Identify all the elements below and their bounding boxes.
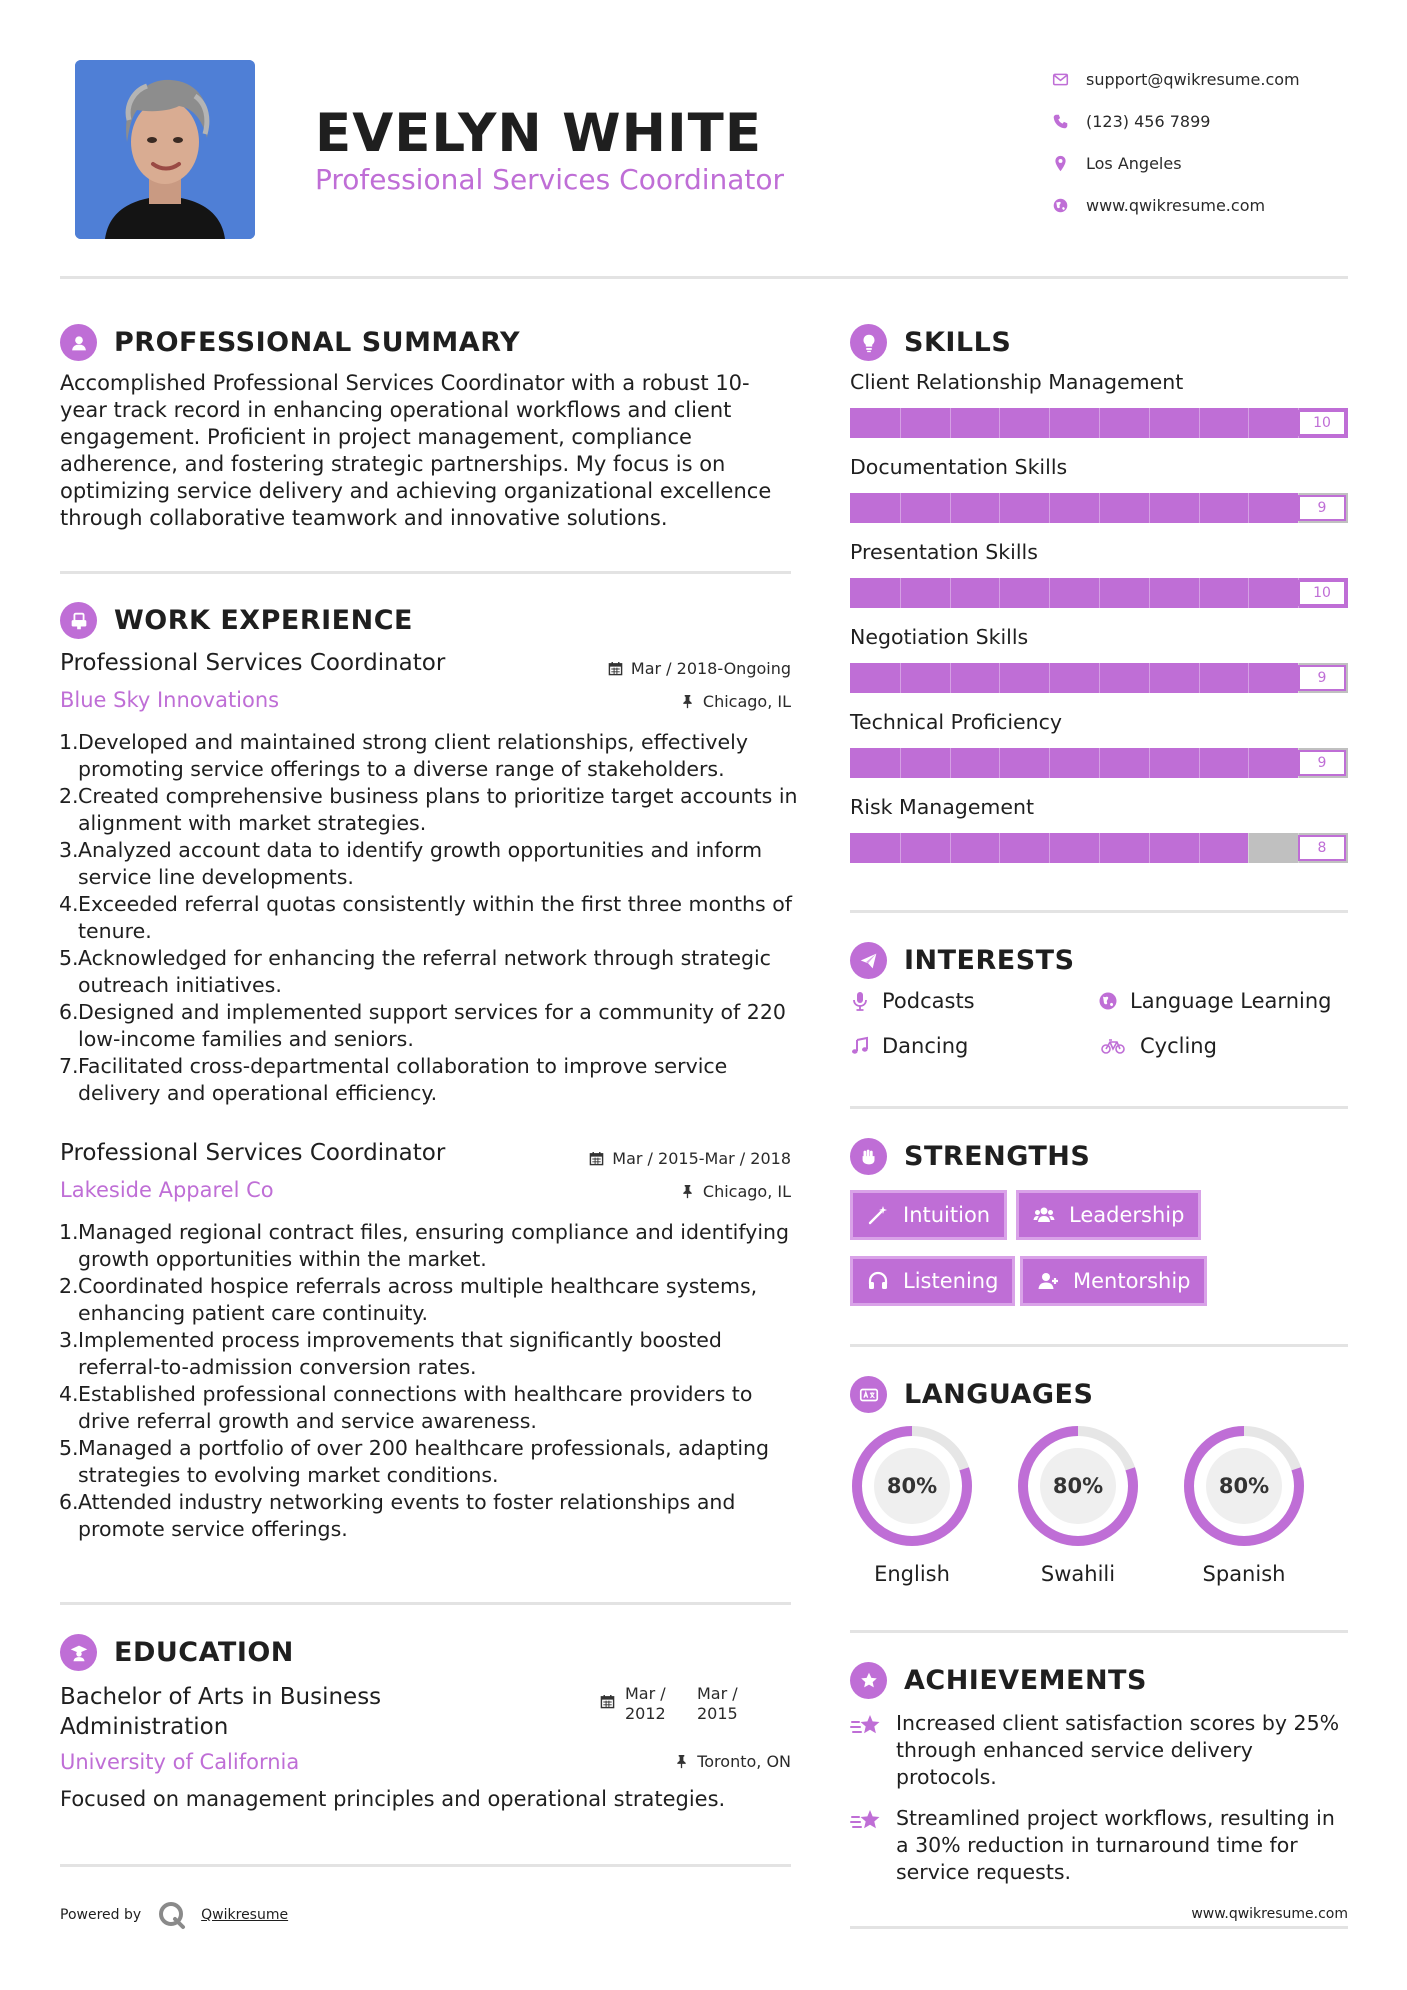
- list-item: 1. Managed regional contract files, ensuring compliance and identifying growth opportunities within the market.: [59, 1220, 790, 1271]
- interest-label: Podcasts: [882, 989, 975, 1013]
- skill-bar-segment: [1199, 748, 1200, 778]
- languages-title: LANGUAGES: [904, 1379, 1094, 1410]
- skill-bar-segment: [999, 663, 1000, 693]
- lightbulb-icon: [850, 324, 887, 361]
- pushpin-icon: [680, 1184, 695, 1199]
- education-dates: [600, 1684, 747, 1724]
- users-icon: [1033, 1204, 1055, 1226]
- skill-bar-segment: [950, 493, 951, 523]
- summary-text: Accomplished Professional Services Coordinator with a robust 10-year track record in enhancing operational workflows and client engagement. Proficient in project management, compliance adherence, and fostering strategic partnerships. My focus is on optimizing service delivery and achieving organizational excellence through collaborative teamwork and innovative solutions.: [60, 371, 772, 530]
- contact-location: [1052, 142, 1372, 184]
- skill-bar-segment: [1049, 663, 1050, 693]
- footer-powered-by: [60, 1900, 288, 1930]
- phone-icon: [1052, 113, 1086, 130]
- job-1-location: [680, 692, 791, 711]
- graduate-icon: [60, 1634, 97, 1671]
- candidate-role: Professional Services Coordinator: [315, 163, 785, 196]
- skill-bar-fill: [850, 663, 1298, 693]
- skill-bar: [850, 833, 1348, 863]
- contact-phone[interactable]: [1052, 100, 1372, 142]
- list-item: 5. Acknowledged for enhancing the referral network through strategic outreach initiatives.: [59, 946, 771, 997]
- list-item: 6. Designed and implemented support services for a community of 220 low-income families and seniors.: [59, 1000, 786, 1051]
- strength-label: Leadership: [1069, 1203, 1185, 1227]
- interests-title: INTERESTS: [904, 945, 1075, 976]
- candidate-name: EVELYN WHITE: [315, 103, 763, 164]
- skill-level-badge: 10: [1298, 580, 1346, 606]
- skill-bar-segment: [1199, 578, 1200, 608]
- skill-bar-segment: [1248, 663, 1249, 693]
- experience-divider: [60, 1602, 791, 1605]
- skills-divider: [850, 910, 1348, 913]
- skill-level-badge: 9: [1298, 495, 1346, 521]
- profile-photo: [75, 60, 255, 239]
- skill-label: Technical Proficiency: [850, 710, 1063, 734]
- globe-icon: [1052, 197, 1086, 214]
- skill-level-badge: 9: [1298, 665, 1346, 691]
- skill-bar-segment: [1099, 493, 1100, 523]
- list-item: 4. Exceeded referral quotas consistently within the first three months of tenure.: [59, 892, 792, 943]
- education-heading: [60, 1634, 294, 1671]
- language-swahili: [1016, 1424, 1140, 1586]
- language-name: Swahili: [1040, 1562, 1116, 1586]
- strengths-heading: [850, 1138, 1090, 1175]
- contact-email-text: support@qwikresume.com: [1086, 69, 1300, 89]
- job-2-location-text: Chicago, IL: [702, 1182, 791, 1201]
- language-english: [850, 1424, 974, 1586]
- contact-location-text: Los Angeles: [1086, 153, 1182, 173]
- qwikresume-link[interactable]: Qwikresume: [201, 1907, 289, 1923]
- job-1-title: Professional Services Coordinator: [60, 650, 446, 676]
- job-1-date-text: Mar / 2018-Ongoing: [630, 659, 791, 678]
- skill-level-badge: 10: [1298, 410, 1346, 436]
- skill-bar: [850, 663, 1348, 693]
- list-item: 2. Coordinated hospice referrals across multiple healthcare systems, enhancing patient care continuity.: [59, 1274, 758, 1325]
- skill-bar-segment: [999, 748, 1000, 778]
- calendar-icon: [600, 1694, 615, 1709]
- skill-bar-segment: [1248, 408, 1249, 438]
- languages-heading: [850, 1376, 1093, 1413]
- education-school: University of California: [60, 1750, 300, 1774]
- list-item: 7. Facilitated cross-departmental collaboration to improve service delivery and operational efficiency.: [59, 1054, 728, 1105]
- language-spanish: [1182, 1424, 1306, 1586]
- strengths-divider: [850, 1344, 1348, 1347]
- interest-label: Language Learning: [1130, 989, 1332, 1013]
- interest-dancing: [850, 1034, 968, 1058]
- skill-bar-segment: [999, 833, 1000, 863]
- globe-icon: [1098, 991, 1118, 1011]
- contact-email[interactable]: [1052, 58, 1372, 100]
- skill-bar-segment: [900, 833, 901, 863]
- achievement-2: [850, 1805, 1350, 1886]
- achievement-1: [850, 1710, 1350, 1791]
- language-icon: [850, 1376, 887, 1413]
- contact-website[interactable]: [1052, 184, 1372, 226]
- skill-bar: [850, 493, 1348, 523]
- skill-bar-segment: [900, 408, 901, 438]
- job-2-location: [680, 1182, 791, 1201]
- languages-divider: [850, 1630, 1348, 1633]
- language-name: English: [874, 1562, 950, 1586]
- education-location: [674, 1752, 791, 1771]
- strength-label: Listening: [903, 1269, 999, 1293]
- education-title: EDUCATION: [114, 1637, 294, 1668]
- achievement-text: Increased client satisfaction scores by 25% through enhanced service delivery protocols.: [896, 1711, 1340, 1789]
- skill-bar-segment: [1049, 493, 1050, 523]
- job-2-company: Lakeside Apparel Co: [60, 1178, 274, 1202]
- list-item: 3. Analyzed account data to identify growth opportunities and inform service line developments.: [59, 838, 763, 889]
- skill-bar-segment: [1199, 663, 1200, 693]
- skill-bar-segment: [1248, 833, 1249, 863]
- skill-label: Presentation Skills: [850, 540, 1038, 564]
- interest-label: Dancing: [882, 1034, 969, 1058]
- skills-heading: [850, 324, 1011, 361]
- skill-bar-segment: [900, 663, 901, 693]
- strengths-title: STRENGTHS: [904, 1141, 1091, 1172]
- skill-bar-segment: [900, 493, 901, 523]
- skill-bar-segment: [1199, 493, 1200, 523]
- contact-phone-text: (123) 456 7899: [1086, 111, 1211, 131]
- skill-bar-segment: [999, 493, 1000, 523]
- skill-bar-segment: [1149, 833, 1150, 863]
- strength-label: Intuition: [903, 1203, 991, 1227]
- envelope-icon: [1052, 71, 1086, 88]
- skill-bar-segment: [1049, 748, 1050, 778]
- interest-podcasts: [850, 989, 975, 1013]
- map-pin-icon: [1052, 155, 1086, 172]
- job-2-date: [589, 1149, 791, 1168]
- strength-leadership: [1016, 1190, 1201, 1240]
- skill-label: Negotiation Skills: [850, 625, 1029, 649]
- skill-bar: [850, 748, 1348, 778]
- education-location-text: Toronto, ON: [697, 1752, 791, 1771]
- pushpin-icon: [674, 1754, 689, 1769]
- music-note-icon: [850, 1036, 870, 1056]
- skill-bar-segment: [1149, 663, 1150, 693]
- education-degree: Bachelor of Arts in Business Administration: [60, 1684, 382, 1740]
- bicycle-icon: [1098, 1036, 1128, 1056]
- job-2-duties: [59, 1219, 798, 1543]
- skill-bar-segment: [900, 578, 901, 608]
- experience-title: WORK EXPERIENCE: [114, 605, 413, 636]
- skill-bar-segment: [1149, 748, 1150, 778]
- contact-list: [1052, 58, 1372, 226]
- skill-bar-fill: [850, 748, 1298, 778]
- skill-bar-segment: [1099, 408, 1100, 438]
- powered-by-label: Powered by: [60, 1907, 142, 1923]
- job-1-date: [608, 659, 791, 678]
- skill-bar-fill: [850, 493, 1298, 523]
- interest-language-learning: [1098, 989, 1331, 1013]
- language-percent: 80%: [886, 1474, 938, 1498]
- skill-bar-segment: [1199, 408, 1200, 438]
- skill-bar-segment: [1248, 748, 1249, 778]
- education-start: Mar / 2012: [625, 1684, 666, 1723]
- skill-bar-segment: [1248, 578, 1249, 608]
- star-badge-icon: [850, 1662, 887, 1699]
- footer-website[interactable]: www.qwikresume.com: [1191, 1906, 1348, 1922]
- summary-heading: [60, 324, 520, 361]
- education-end: Mar / 2015: [697, 1684, 738, 1723]
- language-name: Spanish: [1202, 1562, 1286, 1586]
- skill-bar-segment: [1099, 663, 1100, 693]
- job-1-duties: [59, 729, 798, 1107]
- skill-bar-segment: [950, 408, 951, 438]
- skill-bar-segment: [1149, 493, 1150, 523]
- skill-bar-segment: [999, 578, 1000, 608]
- skill-bar-segment: [950, 663, 951, 693]
- language-percent: 80%: [1218, 1474, 1270, 1498]
- skill-bar: [850, 578, 1348, 608]
- strength-intuition: [850, 1190, 1007, 1240]
- user-icon: [60, 324, 97, 361]
- skill-bar-segment: [1149, 578, 1150, 608]
- skill-bar-segment: [1199, 833, 1200, 863]
- paper-plane-icon: [850, 942, 887, 979]
- calendar-icon: [589, 1151, 604, 1166]
- list-item: 5. Managed a portfolio of over 200 healthcare professionals, adapting strategies to evolving market conditions.: [59, 1436, 770, 1487]
- skill-label: Documentation Skills: [850, 455, 1068, 479]
- skill-bar-segment: [1099, 833, 1100, 863]
- skill-label: Client Relationship Management: [850, 370, 1184, 394]
- skill-bar-segment: [1248, 493, 1249, 523]
- skill-bar-segment: [1099, 748, 1100, 778]
- shooting-star-icon: [850, 1805, 882, 1837]
- education-divider: [60, 1864, 791, 1867]
- skill-bar: [850, 408, 1348, 438]
- achievements-title: ACHIEVEMENTS: [904, 1665, 1147, 1696]
- skill-bar-segment: [1099, 578, 1100, 608]
- skill-bar-segment: [950, 578, 951, 608]
- headphones-icon: [867, 1270, 889, 1292]
- skill-label: Risk Management: [850, 795, 1035, 819]
- skill-level-badge: 8: [1298, 835, 1346, 861]
- qwikresume-logo-icon: [157, 1900, 187, 1930]
- footer-divider: [850, 1926, 1348, 1929]
- strength-mentorship: [1020, 1256, 1207, 1306]
- skill-bar-segment: [1049, 833, 1050, 863]
- summary-divider: [60, 571, 791, 574]
- summary-title: PROFESSIONAL SUMMARY: [114, 327, 521, 358]
- language-percent: 80%: [1052, 1474, 1104, 1498]
- interests-heading: [850, 942, 1075, 979]
- achievements-heading: [850, 1662, 1147, 1699]
- achievement-text: Streamlined project workflows, resulting in a 30% reduction in turnaround time for service requests.: [896, 1806, 1335, 1884]
- skill-level-badge: 9: [1298, 750, 1346, 776]
- pushpin-icon: [680, 694, 695, 709]
- strength-listening: [850, 1256, 1015, 1306]
- interest-cycling: [1098, 1034, 1217, 1058]
- list-item: 2. Created comprehensive business plans to prioritize target accounts in alignment with market strategies.: [59, 784, 798, 835]
- fist-icon: [850, 1138, 887, 1175]
- skill-bar-segment: [900, 748, 901, 778]
- calendar-icon: [608, 661, 623, 676]
- job-1-location-text: Chicago, IL: [702, 692, 791, 711]
- interest-label: Cycling: [1140, 1034, 1217, 1058]
- job-2-date-text: Mar / 2015-Mar / 2018: [612, 1149, 791, 1168]
- list-item: 3. Implemented process improvements that significantly boosted referral-to-admission conversion rates.: [59, 1328, 722, 1379]
- skill-bar-segment: [1049, 408, 1050, 438]
- user-plus-icon: [1037, 1270, 1059, 1292]
- skill-bar-segment: [950, 833, 951, 863]
- microphone-icon: [850, 991, 870, 1011]
- magic-wand-icon: [867, 1204, 889, 1226]
- shooting-star-icon: [850, 1710, 882, 1742]
- skill-bar-segment: [1049, 578, 1050, 608]
- list-item: 1. Developed and maintained strong client relationships, effectively promoting service offerings to a diverse range of stakeholders.: [59, 730, 748, 781]
- skill-bar-segment: [950, 748, 951, 778]
- skill-bar-segment: [999, 408, 1000, 438]
- education-description: Focused on management principles and operational strategies.: [60, 1787, 726, 1811]
- skill-bar-segment: [1149, 408, 1150, 438]
- skills-title: SKILLS: [904, 327, 1012, 358]
- job-2-title: Professional Services Coordinator: [60, 1140, 446, 1166]
- list-item: 6. Attended industry networking events to foster relationships and promote service offerings.: [59, 1490, 736, 1541]
- strength-label: Mentorship: [1073, 1269, 1191, 1293]
- briefcase-icon: [60, 602, 97, 639]
- experience-heading: [60, 602, 413, 639]
- interests-divider: [850, 1106, 1348, 1109]
- contact-website-text: www.qwikresume.com: [1086, 195, 1266, 215]
- header-divider: [60, 276, 1348, 279]
- list-item: 4. Established professional connections with healthcare providers to drive referral growth and service awareness.: [59, 1382, 753, 1433]
- job-1-company: Blue Sky Innovations: [60, 688, 280, 712]
